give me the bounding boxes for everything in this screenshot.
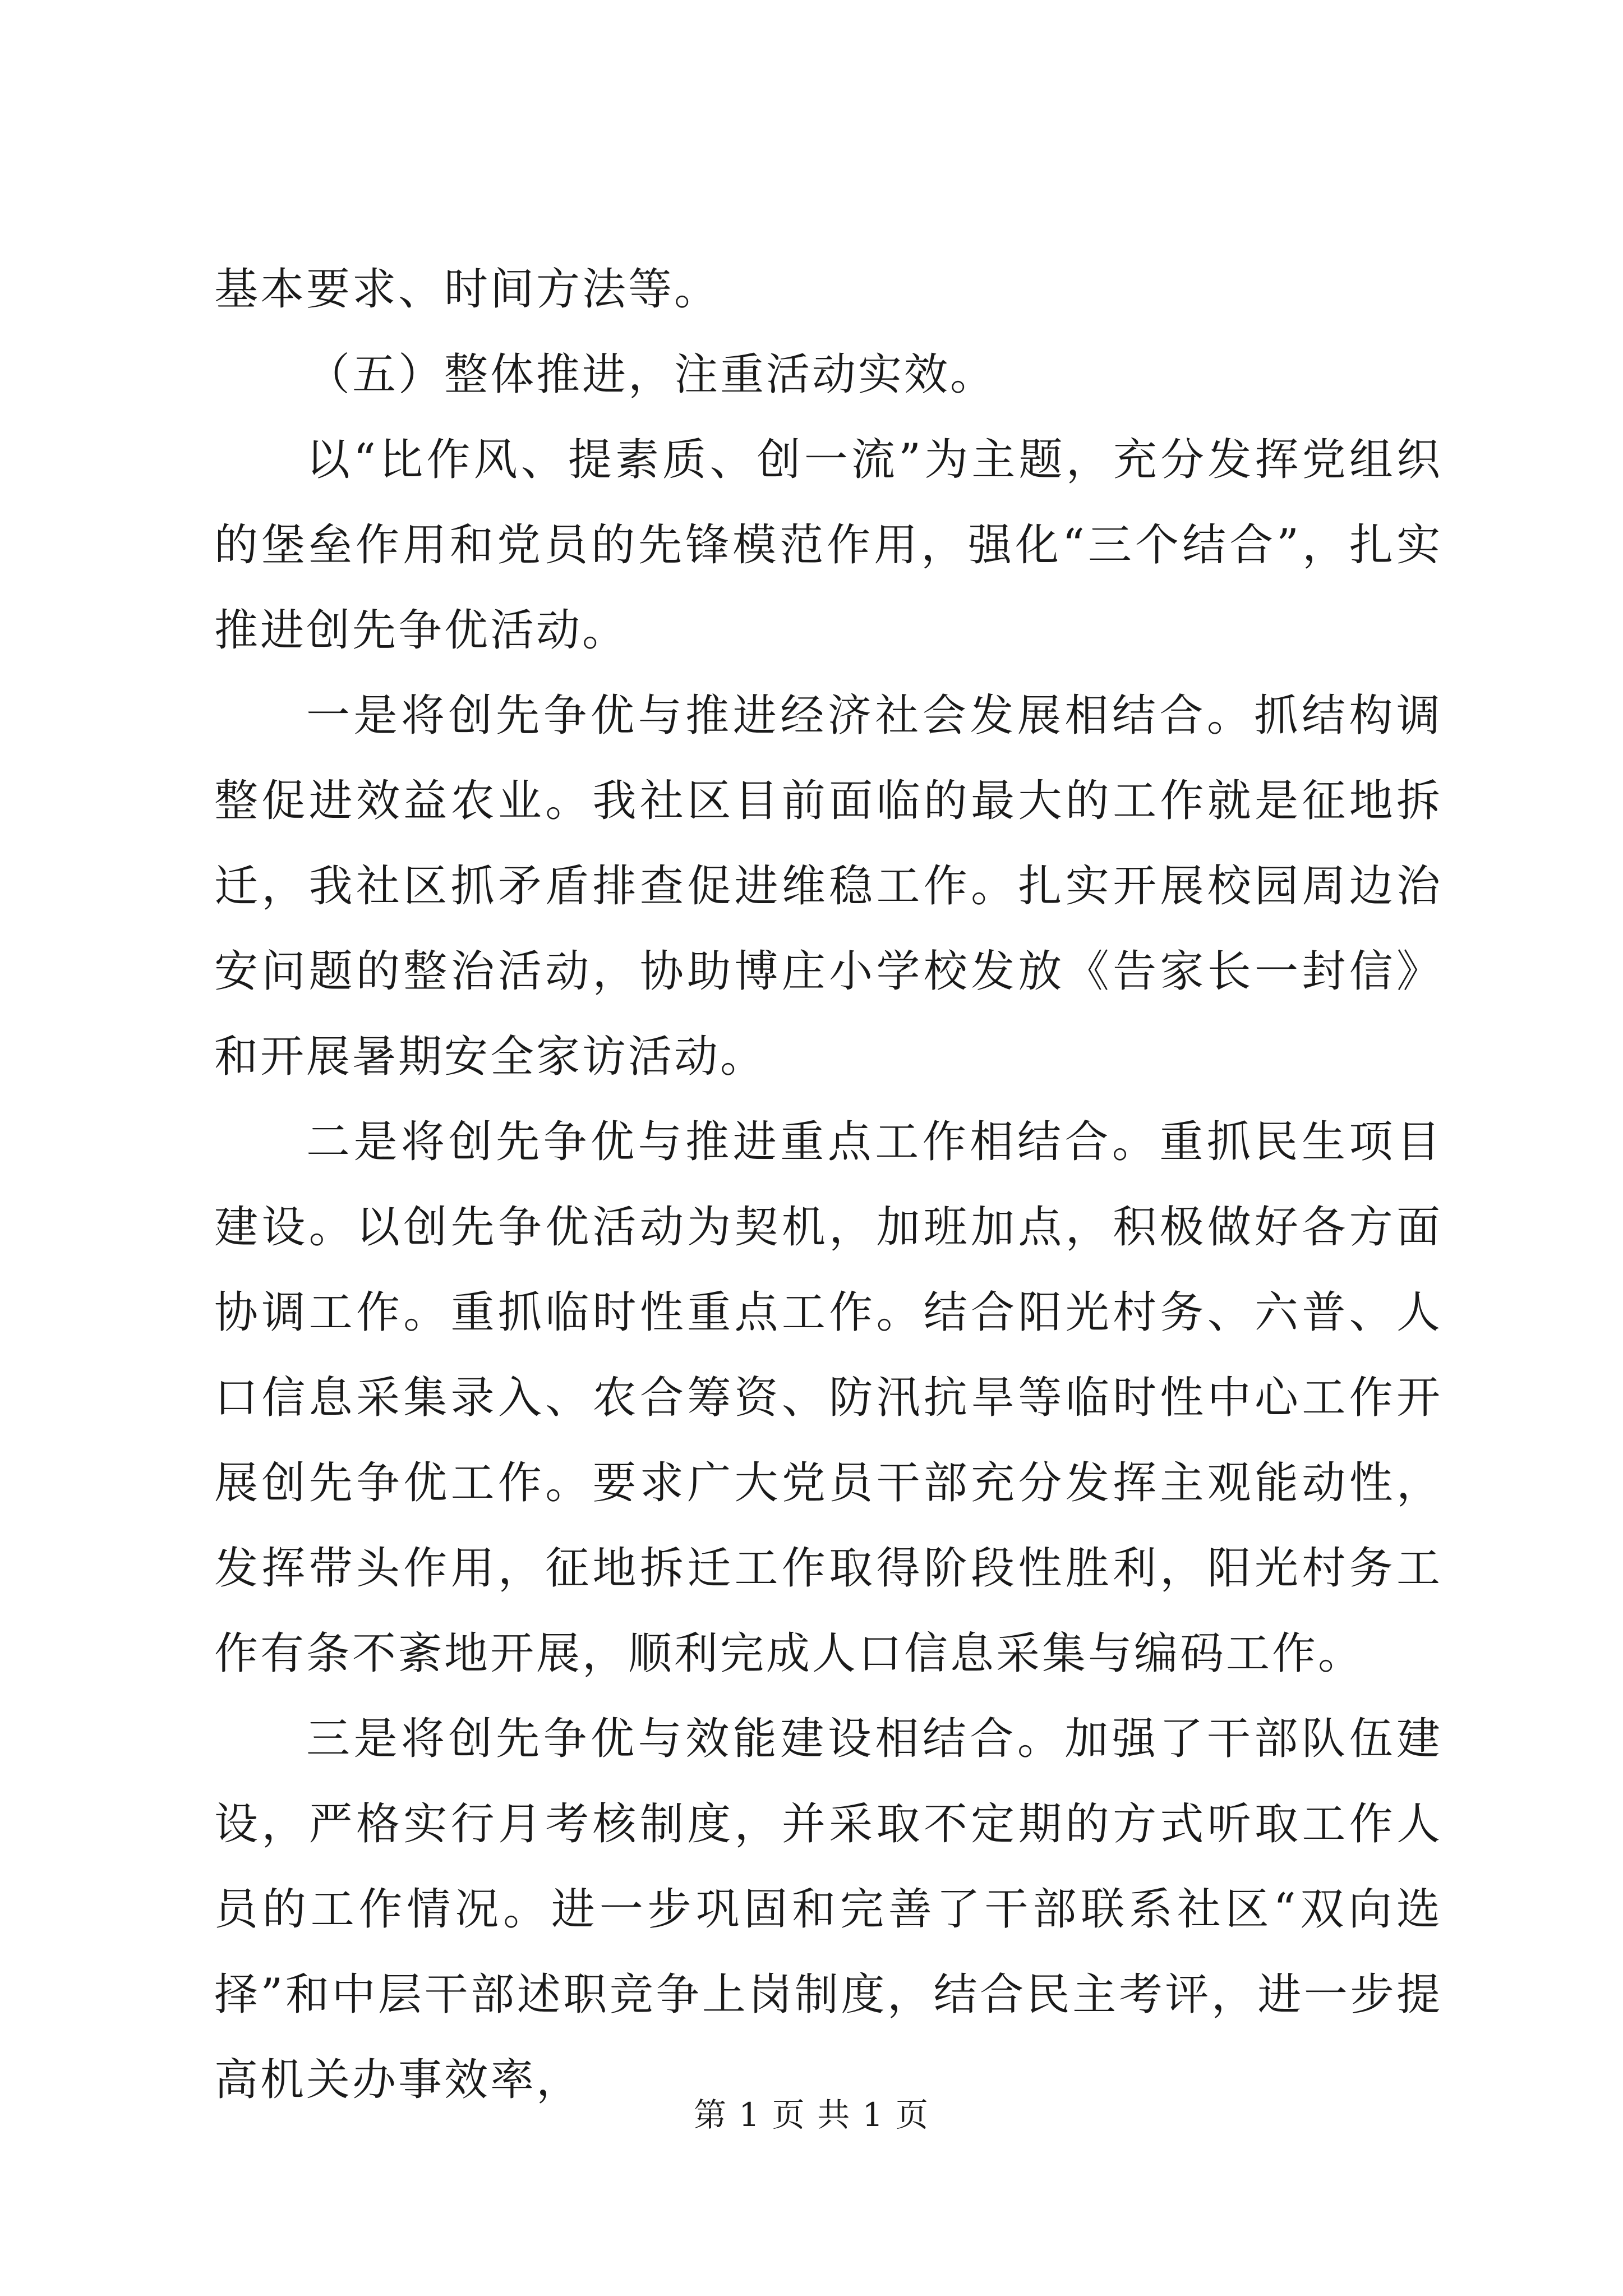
paragraph-theme: 以“比作风、提素质、创一流”为主题，充分发挥党组织的堡垒作用和党员的先锋模范作用，强化“三个结合”，扎实推进创先争优活动。 bbox=[214, 435, 1442, 656]
paragraph-point-two: 二是将创先争优与推进重点工作相结合。重抓民生项目建设。以创先争优活动为契机，加班加点，积极做好各方面协调工作。重抓临时性重点工作。结合阳光村务、六普、人口信息采集录入、农合筹资、防汛抗旱等临时性中心工作开展创先争优工作。要求广大党员干部充分发挥主观能动性，发挥带头作用，征地拆迁工作取得阶段性胜利，阳光村务工作有条不紊地开展，顺利完成人口信息采集与编码工作。 bbox=[214, 1117, 1442, 1679]
paragraph-continuation: 基本要求、时间方法等。 bbox=[214, 264, 721, 315]
document-body bbox=[214, 247, 1442, 2123]
page-number-footer: 第 1 页 共 1 页 bbox=[694, 2096, 929, 2134]
paragraph-point-three: 三是将创先争优与效能建设相结合。加强了干部队伍建设，严格实行月考核制度，并采取不定期的方式听取工作人员的工作情况。进一步巩固和完善了干部联系社区“双向选择”和中层干部述职竞争上岗制度，结合民主考评，进一步提高机关办事效率， bbox=[214, 1714, 1442, 2105]
section-heading: （五）整体推进，注重活动实效。 bbox=[306, 349, 997, 400]
paragraph-point-one: 一是将创先争优与推进经济社会发展相结合。抓结构调整促进效益农业。我社区目前面临的最大的工作就是征地拆迁，我社区抓矛盾排查促进维稳工作。扎实开展校园周边治安问题的整治活动，协助博庄小学校发放《告家长一封信》和开展暑期安全家访活动。 bbox=[214, 691, 1442, 1082]
